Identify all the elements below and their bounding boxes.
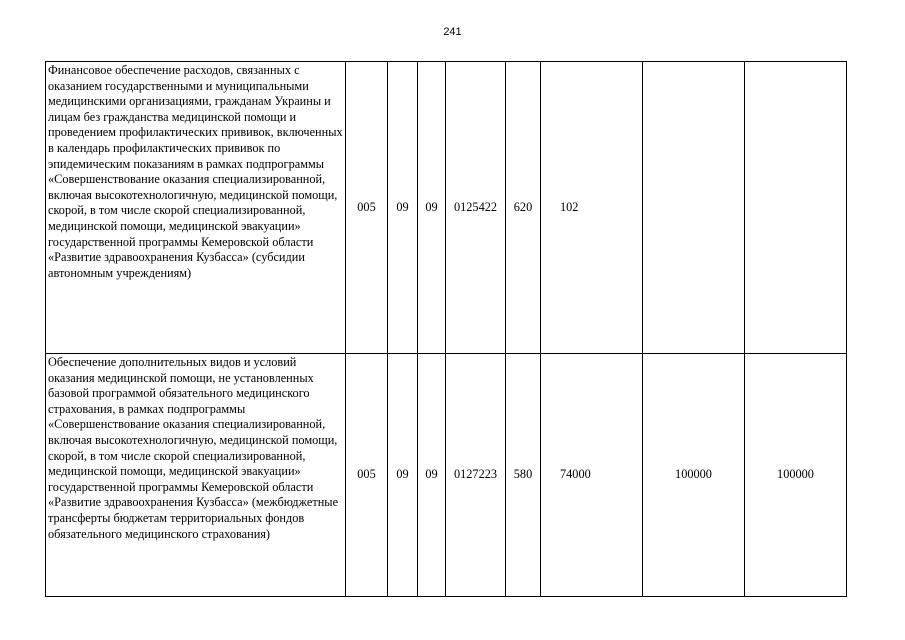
budget-table <box>45 61 847 597</box>
amount-year-2: 100000 <box>643 354 745 597</box>
ministry-code: 005 <box>346 354 388 597</box>
amount-year-2 <box>643 62 745 354</box>
table-row <box>46 354 847 597</box>
page-number: 241 <box>443 26 462 38</box>
target-article-code: 0127223 <box>446 354 506 597</box>
amount-year-3 <box>745 62 847 354</box>
target-article-code: 0125422 <box>446 62 506 354</box>
amount-year-1: 102 <box>541 62 643 354</box>
section-code: 09 <box>388 62 418 354</box>
ministry-code: 005 <box>346 62 388 354</box>
subsection-code: 09 <box>418 62 446 354</box>
expense-type-code: 580 <box>506 354 541 597</box>
table-row <box>46 62 847 354</box>
section-code: 09 <box>388 354 418 597</box>
expense-type-code: 620 <box>506 62 541 354</box>
row-description: Обеспечение дополнительных видов и условий оказания медицинской помощи, не установленных базовой программой обязательного медицинского страхования, в рамках подпрограммы «Совершенствование оказания специализированной, включая высокотехнологичную, медицинской помощи, скорой, в том числе скорой специализированной, медицинской помощи, медицинской эвакуации» государственной программы Кемеровской области «Развитие здравоохранения Кузбасса» (межбюджетные трансферты бюджетам территориальных фондов обязательного медицинского страхования) <box>46 354 346 597</box>
subsection-code: 09 <box>418 354 446 597</box>
amount-year-3: 100000 <box>745 354 847 597</box>
amount-year-1: 74000 <box>541 354 643 597</box>
row-description: Финансовое обеспечение расходов, связанных с оказанием государственными и муниципальными медицинскими организациями, гражданам Украины и лицам без гражданства медицинской помощи и проведением профилактических прививок, включенных в календарь профилактических прививок по эпидемическим показаниям в рамках подпрограммы «Совершенствование оказания специализированной, включая высокотехнологичную, медицинской помощи, скорой, в том числе скорой специализированной, медицинской помощи, медицинской эвакуации» государственной программы Кемеровской области «Развитие здравоохранения Кузбасса» (субсидии автономным учреждениям) <box>46 62 346 354</box>
